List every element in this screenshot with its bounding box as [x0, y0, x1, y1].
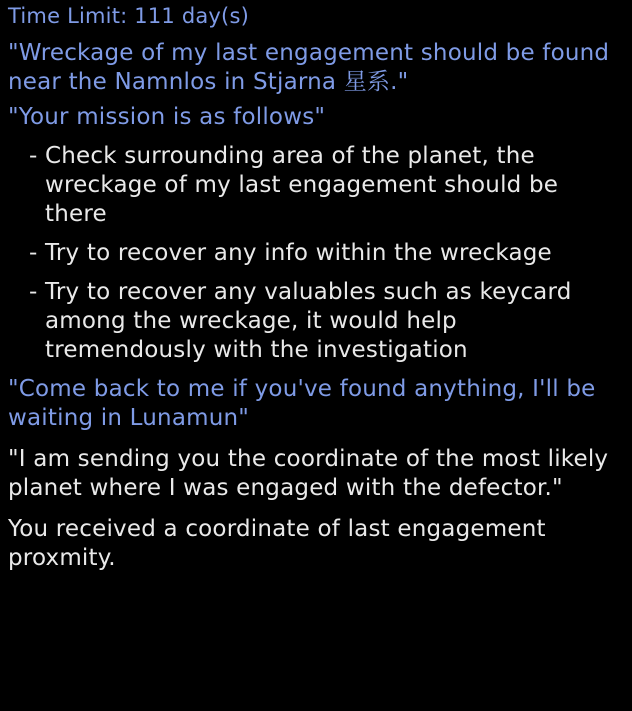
mission-header: "Your mission is as follows" — [8, 104, 326, 130]
time-limit-label: Time Limit: 111 day(s) — [8, 4, 249, 28]
objective-text: Try to recover any valuables such as keycard among the wreckage, it would help tremendously with the investigation — [45, 279, 572, 363]
bullet-mark: - — [29, 143, 38, 169]
objective-list — [8, 142, 624, 365]
bullet-mark: - — [29, 240, 38, 266]
objective-item — [8, 239, 624, 268]
intro-quote: "Wreckage of my last engagement should be found near the Namnlos in Stjarna 星系." — [8, 40, 610, 95]
coordinate-quote: "I am sending you the coordinate of the most likely planet where I was engaged with the defector." — [8, 446, 609, 501]
receipt-text: You received a coordinate of last engagement proxmity. — [8, 516, 546, 571]
objective-text: Try to recover any info within the wreckage — [45, 240, 552, 266]
return-quote: "Come back to me if you've found anything, I'll be waiting in Lunamun" — [8, 376, 596, 431]
objective-text: Check surrounding area of the planet, the wreckage of my last engagement should be there — [45, 143, 559, 227]
bullet-mark: - — [29, 279, 38, 305]
objective-item — [8, 278, 624, 365]
objective-item — [8, 142, 624, 229]
